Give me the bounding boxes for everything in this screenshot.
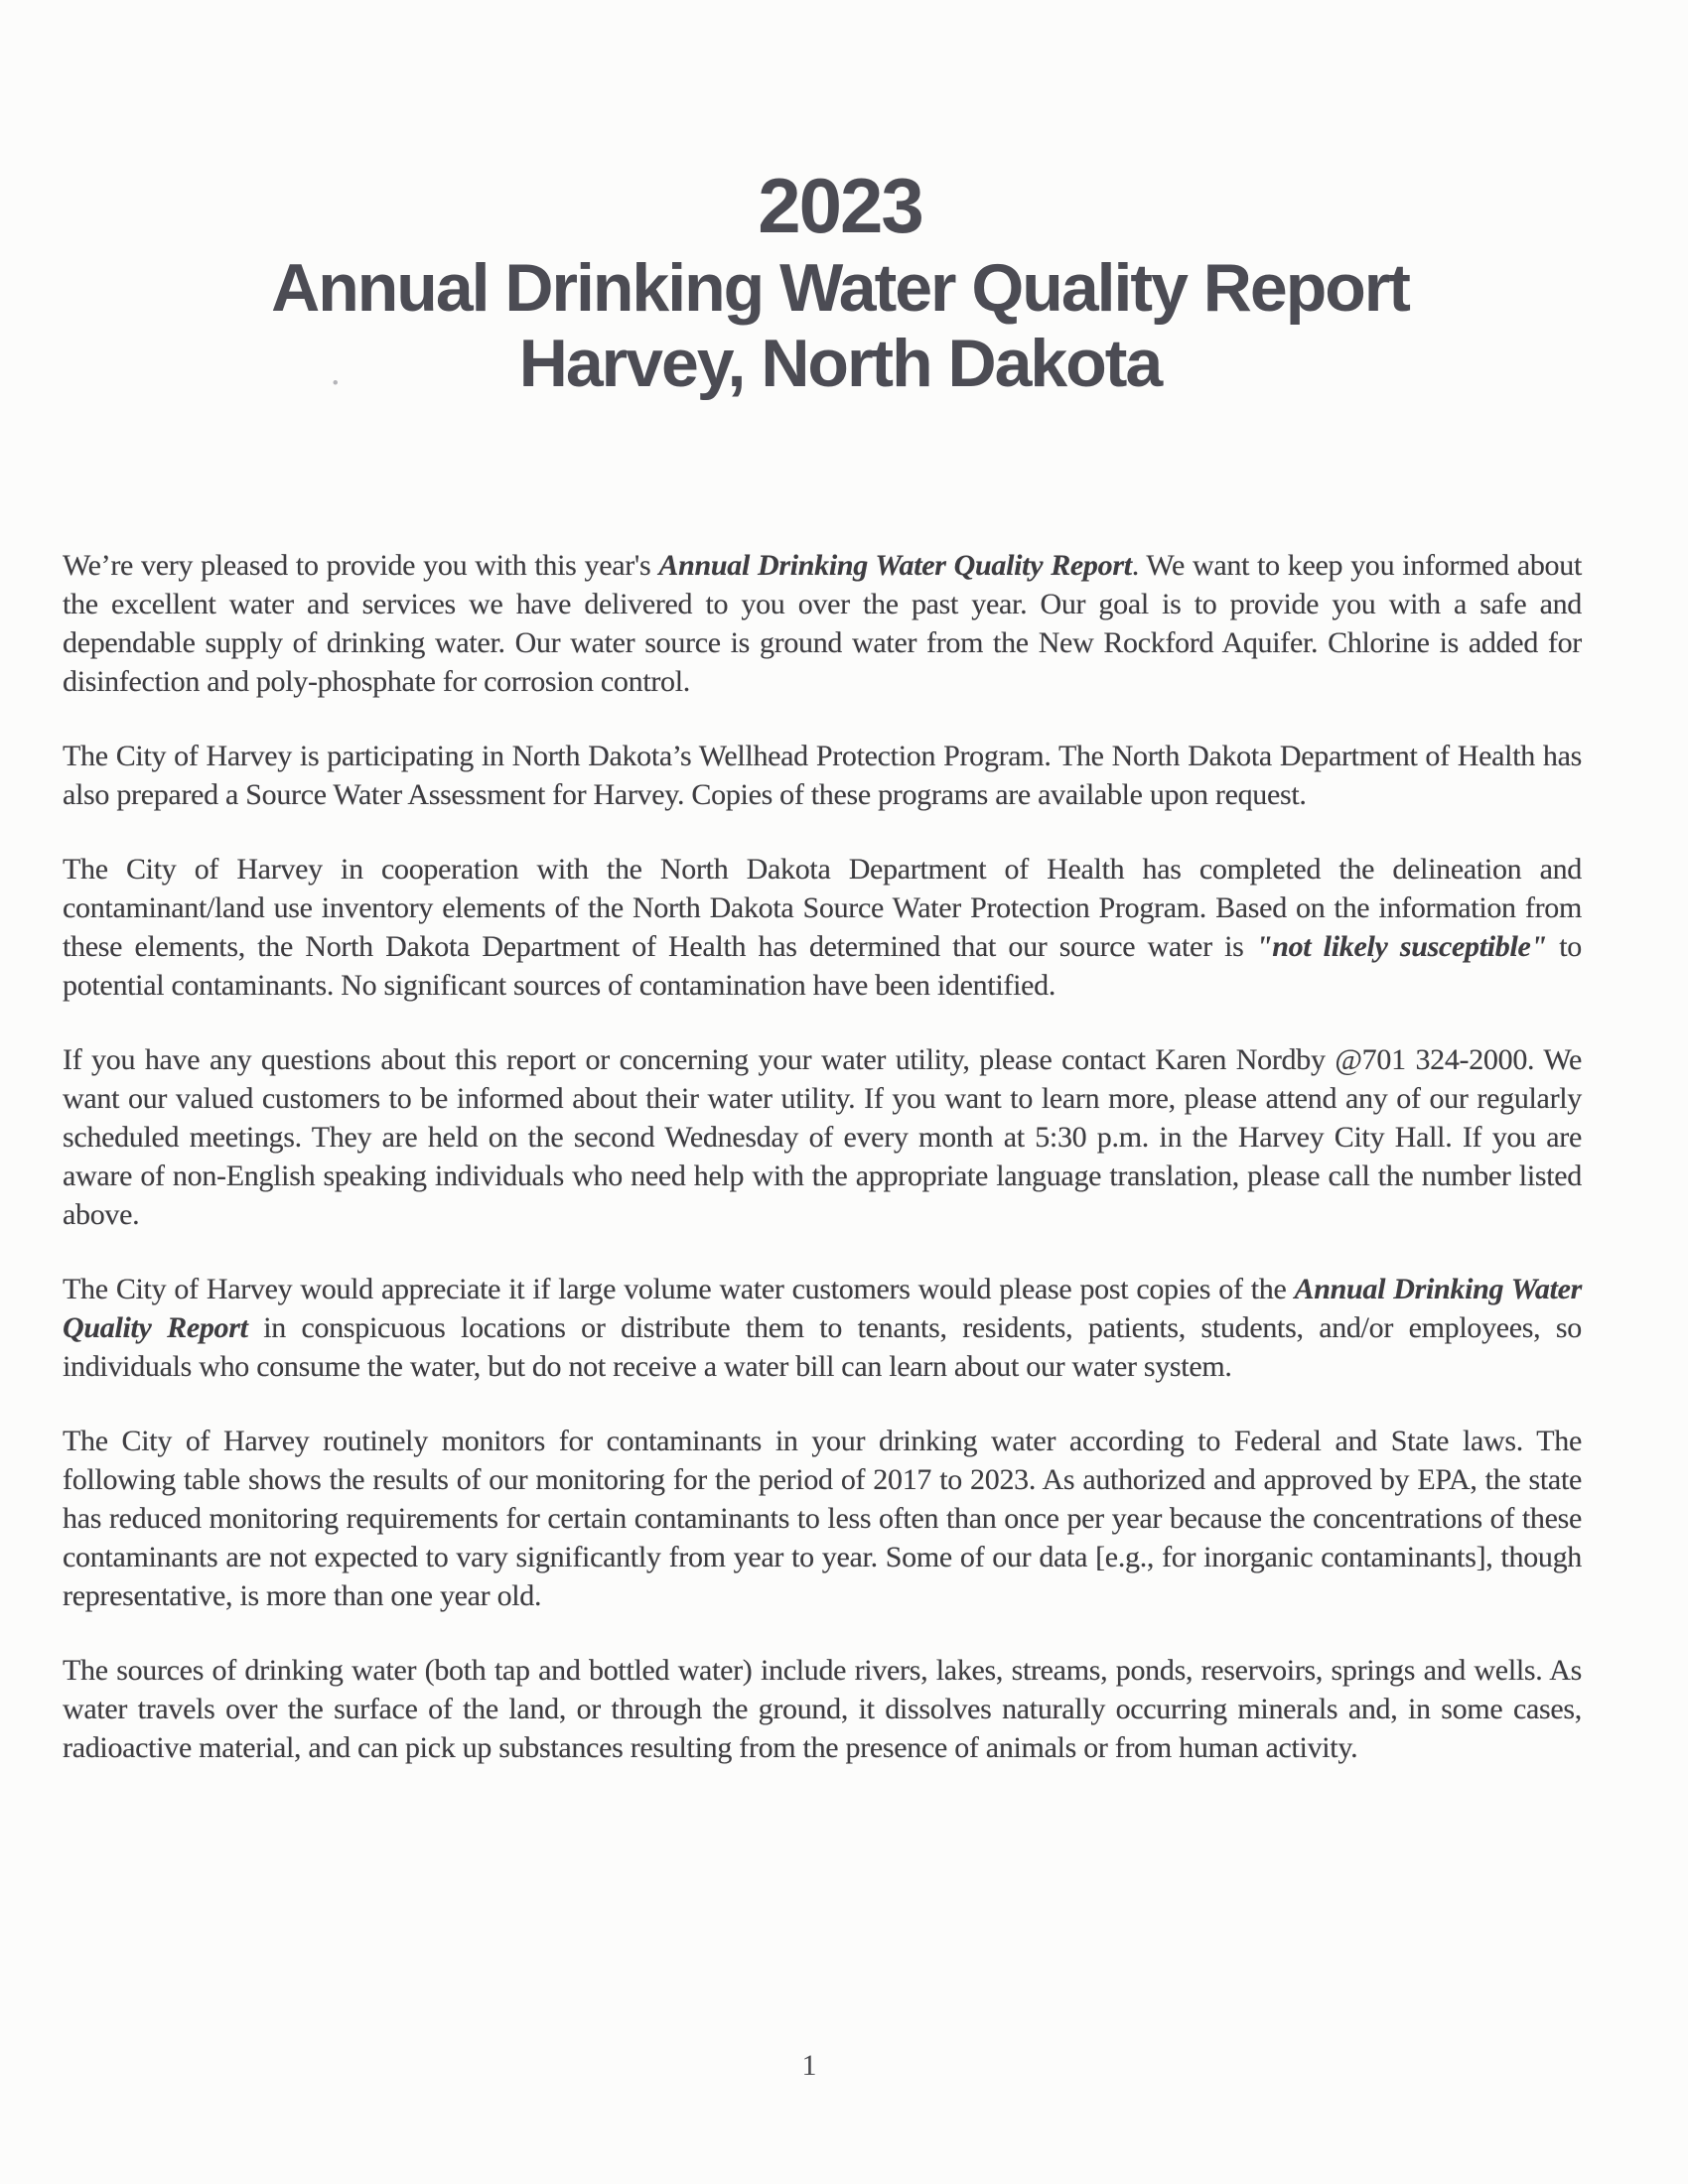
paragraph-water-sources: [63, 1651, 1582, 1767]
paragraph-monitoring: [63, 1422, 1582, 1615]
text-run: The City of Harvey is participating in North Dakota’s Wellhead Protection Program. The North Dakota Department of Health has also prepared a Source Water Assessment for Harvey. Copies of these programs are available upon request.: [63, 740, 1582, 811]
page-number: 1: [801, 2049, 817, 2082]
title-block: [80, 162, 1600, 401]
paragraph-source-water-protection: [63, 850, 1582, 1005]
text-run: . We want to keep you informed about the excellent water and services we have delivered to you over the past year. Our goal is to provide you with a safe and dependable supply of drinking water. Our water source is ground water from the New Rockford Aquifer. Chlorine is added for disinfection and poly-phosphate for corrosion control.: [63, 549, 1582, 698]
text-run: The City of Harvey would appreciate it if large volume water customers would please post copies of the: [63, 1273, 1295, 1305]
report-location-text: Harvey, North Dakota: [518, 326, 1162, 401]
scan-artifact-dot: .: [331, 351, 341, 393]
text-run: to potential contaminants. No significant sources of contamination have been identified.: [63, 930, 1582, 1002]
paragraph-intro: [63, 546, 1582, 701]
text-run: The sources of drinking water (both tap and bottled water) include rivers, lakes, streams, ponds, reservoirs, springs and wells. As water travels over the surface of the land, or through the ground, it dissolves naturally occurring minerals and, in some cases, radioactive material, and can pick up substances resulting from the presence of animals or from human activity.: [63, 1654, 1582, 1764]
paragraph-wellhead-program: [63, 737, 1582, 814]
report-title: Annual Drinking Water Quality Report: [271, 250, 1409, 326]
paragraph-contact-info: [63, 1040, 1582, 1234]
emphasis-run: Annual Drinking Water Quality Report: [63, 1273, 1582, 1344]
text-run: We’re very pleased to provide you with this year's: [63, 549, 659, 582]
paragraph-large-volume-customers: [63, 1270, 1582, 1386]
emphasis-run: "not likely susceptible": [1255, 930, 1547, 963]
text-run: If you have any questions about this report or concerning your water utility, please contact Karen Nordby @701 324-2000. We want our valued customers to be informed about their water utility. If you want to learn more, please attend any of our regularly scheduled meetings. They are held on the second Wednesday of every month at 5:30 p.m. in the Harvey City Hall. If you are aware of non-English speaking individuals who need help with the appropriate language translation, please call the number listed above.: [63, 1043, 1582, 1231]
report-year: 2023: [758, 162, 922, 249]
text-run: The City of Harvey routinely monitors for contaminants in your drinking water according to Federal and State laws. The following table shows the results of our monitoring for the period of 2017 to 2023. As authorized and approved by EPA, the state has reduced monitoring requirements for certain contaminants to less often than once per year because the concentrations of these contaminants are not expected to vary significantly from year to year. Some of our data [e.g., for inorganic contaminants], though representative, is more than one year old.: [63, 1425, 1582, 1612]
report-body: [63, 546, 1582, 1767]
text-run: in conspicuous locations or distribute them to tenants, residents, patients, students, and/or employees, so individuals who consume the water, but do not receive a water bill can learn about our water system.: [63, 1311, 1583, 1383]
emphasis-run: Annual Drinking Water Quality Report: [658, 549, 1132, 582]
report-location: [80, 326, 1600, 401]
text-run: The City of Harvey in cooperation with the North Dakota Department of Health has completed the delineation and contaminant/land use inventory elements of the North Dakota Source Water Protection Program. Based on the information from these elements, the North Dakota Department of Health has determined that our source water is: [63, 853, 1582, 963]
